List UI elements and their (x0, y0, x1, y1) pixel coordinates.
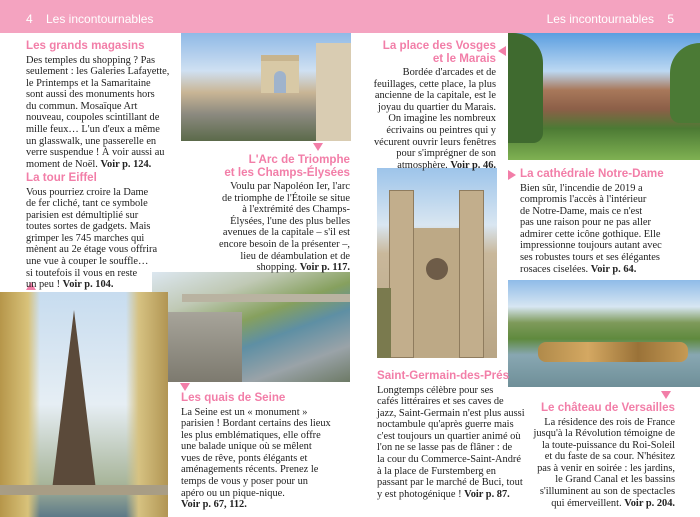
section-arc-de-triomphe (180, 154, 350, 274)
section-text: Bordée d'arcades et de feuillages, cette place, la plus ancienne de la capitale, est le joyau du quartier du Marais. On imagine les nombreux écrivains ou peintres qui y vécurent ouvrir leurs fenêtres pour s'imprégner de son atmosphère. (373, 67, 496, 171)
section-grands-magasins (26, 40, 174, 170)
section-title: Les quais de Seine (181, 391, 286, 404)
arrow-right-icon (508, 170, 516, 180)
photo-arc-de-triomphe (181, 33, 351, 141)
page-reference: Voir p. 104. (62, 279, 114, 291)
section-title: La tour Eiffel (26, 171, 97, 184)
arrow-left-icon (498, 46, 506, 56)
section-text: Vous pourriez croire la Dame de fer cliché, tant ce symbole parisien est démultiplié sur toutes sortes de gadgets. Mais grimper les 745 marches qui mènent au 2e étage vous offrira une vue à couper le souffle… si toutefois il vous en reste un peu ! (26, 186, 158, 291)
section-place-des-vosges (360, 40, 496, 171)
section-title: Le château de Versailles (540, 401, 675, 414)
page-reference: Voir p. 46. (450, 159, 496, 171)
photo-chateau-de-versailles (508, 280, 700, 387)
photo-place-des-vosges (508, 33, 700, 160)
section-text: La résidence des rois de France jusqu'à la Révolution témoigne de la toute-puissance du Roi-Soleil et du faste de sa cour. N'hésitez pas à venir en soirée : les jardins, le Grand Canal et les bassins s'illuminent au son de spectacles qui émerveillent. (533, 416, 675, 509)
page-header (0, 0, 700, 33)
section-text: La Seine est un « monument » parisien ! Bordant certains des lieux les plus emblématiques, elle offre une balade unique où se mêlent vues de rêve, ponts élégants et aménagements récents. Prenez le temps de vous y poser pour un apéro ou un pique-nique. (181, 406, 331, 499)
arrow-down-icon (180, 383, 190, 391)
section-quais-de-seine (181, 392, 351, 511)
page-number-right: 5 (667, 12, 674, 26)
page-reference: Voir p. 67, 112. (181, 499, 247, 511)
section-text: Voulu par Napoléon Ier, l'arc de triomphe de l'Étoile se situe à l'extrémité des Champs- Élysées, l'une des plus belles avenues de la capitale – s'il est encore besoin de la présenter –, lieu de déambulation et de shopping. (219, 181, 350, 274)
section-title: Saint-Germain-des-Prés (377, 369, 510, 382)
photo-notre-dame (377, 168, 497, 358)
arrow-down-icon (661, 391, 671, 399)
section-text: Bien sûr, l'incendie de 2019 a compromis l'accès à l'intérieur de Notre-Dame, mais ce n'est pas une raison pour ne pas aller admirer cette icône gothique. Elle impressionne toujours autant avec ses robustes tours et ses élégantes rosaces ciselées. (520, 182, 662, 275)
page-reference: Voir p. 117. (299, 262, 350, 274)
section-text: Longtemps célèbre pour ses cafés littéraires et ses caves de jazz, Saint-Germain n'est plus aussi noctambule qu'après guerre mais c'est toujours un quartier animé où l'on ne se lasse pas de flâner : de la cour du Commerce-Saint-André à la place de Furstemberg en passant par le marché de Buci, tout y est photogénique ! (377, 384, 525, 500)
photo-quais-de-seine (152, 272, 350, 382)
running-title-left: Les incontournables (46, 12, 154, 26)
page-number-left: 4 (26, 12, 33, 26)
running-title-right: Les incontournables (546, 12, 654, 26)
page-reference: Voir p. 87. (464, 488, 510, 500)
page-reference: Voir p. 204. (624, 497, 675, 509)
section-title: La cathédrale Notre-Dame (520, 167, 664, 180)
section-title: L'Arc de Triomphe et les Champs-Élysées (224, 153, 350, 179)
section-versailles (505, 402, 675, 509)
photo-tour-eiffel (0, 292, 168, 517)
section-title: Les grands magasins (26, 39, 145, 52)
section-tour-eiffel (26, 172, 174, 291)
section-text: Des temples du shopping ? Pas seulement : les Galeries Lafayette, le Printemps et la Samaritaine sont aussi des monuments hors du commun. Mosaïque Art nouveau, coupoles scintillant de mille feux… L'un d'eux a même un glasswalk, une passerelle en verre suspendue ! À voir aussi au moment de Noël. (26, 54, 170, 170)
section-title: La place des Vosges et le Marais (382, 39, 496, 65)
page-reference: Voir p. 64. (590, 263, 637, 275)
page-reference: Voir p. 124. (100, 158, 152, 170)
arrow-down-icon (313, 143, 323, 151)
section-notre-dame (520, 168, 698, 275)
